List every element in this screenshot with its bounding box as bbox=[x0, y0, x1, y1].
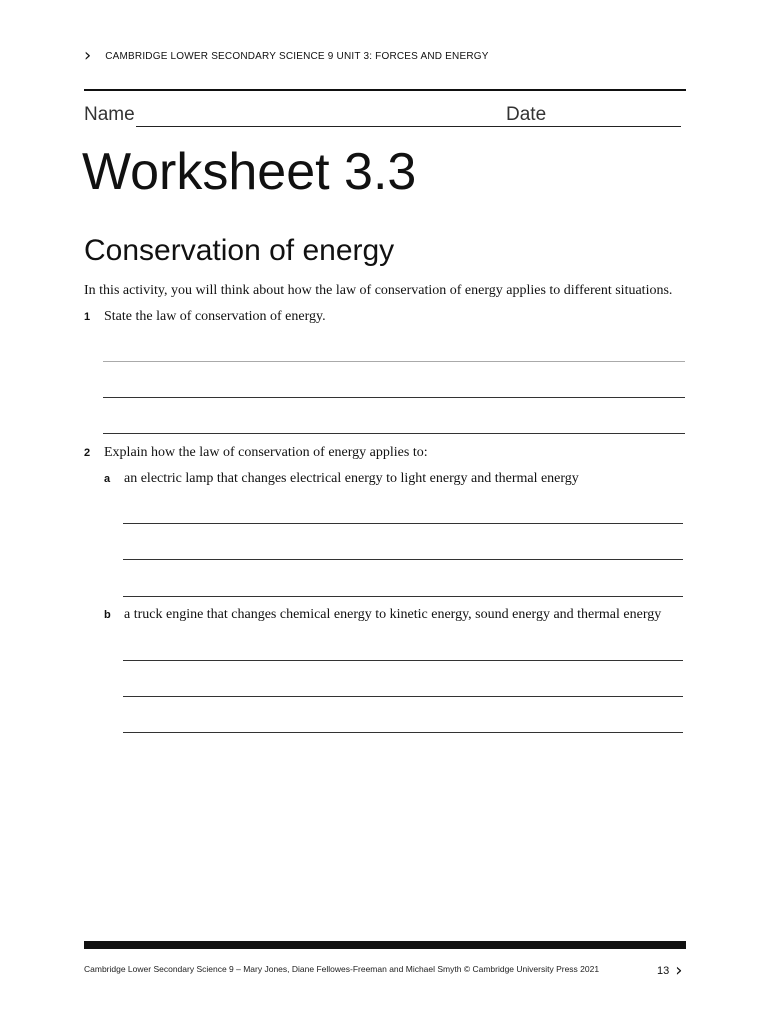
question-text: Explain how the law of conservation of energy applies to: bbox=[104, 445, 428, 460]
question-2 bbox=[84, 445, 428, 461]
answer-line-q2b-2[interactable] bbox=[123, 696, 683, 697]
date-label: Date bbox=[506, 104, 547, 125]
answer-line-q2a-2[interactable] bbox=[123, 559, 683, 560]
worksheet-subtitle: Conservation of energy bbox=[84, 234, 395, 267]
footer-bar bbox=[84, 941, 686, 949]
page-number: 13 bbox=[657, 965, 670, 977]
question-2a bbox=[104, 471, 579, 487]
chevron-right-icon: › bbox=[675, 960, 683, 981]
answer-line-q2b-3[interactable] bbox=[123, 732, 683, 733]
part-letter: b bbox=[104, 609, 111, 621]
answer-line-q1-2[interactable] bbox=[103, 397, 685, 398]
answer-line-q1-1[interactable] bbox=[103, 361, 685, 362]
chevron-right-icon: › bbox=[84, 45, 92, 66]
footer-credit: Cambridge Lower Secondary Science 9 – Mary Jones, Diane Fellowes-Freeman and Michael Smyth © Cambridge University Press 2021 bbox=[84, 964, 600, 974]
intro-text: In this activity, you will think about how the law of conservation of energy applies to different situations. bbox=[84, 283, 673, 298]
part-text: a truck engine that changes chemical energy to kinetic energy, sound energy and thermal energy bbox=[124, 607, 662, 622]
name-date-row bbox=[84, 104, 686, 132]
part-text: an electric lamp that changes electrical energy to light energy and thermal energy bbox=[124, 471, 579, 486]
part-letter: a bbox=[104, 473, 111, 485]
worksheet-title: Worksheet 3.3 bbox=[82, 143, 417, 201]
answer-line-q1-3[interactable] bbox=[103, 433, 685, 434]
question-number: 1 bbox=[84, 311, 91, 323]
page-number-group bbox=[657, 962, 682, 980]
name-field[interactable] bbox=[136, 126, 576, 127]
answer-line-q2a-3[interactable] bbox=[123, 596, 683, 597]
date-field[interactable] bbox=[551, 126, 681, 127]
question-number: 2 bbox=[84, 447, 91, 459]
question-text: State the law of conservation of energy. bbox=[104, 309, 326, 324]
answer-line-q2b-1[interactable] bbox=[123, 660, 683, 661]
header-rule bbox=[84, 89, 686, 91]
question-1 bbox=[84, 309, 326, 325]
running-title: CAMBRIDGE LOWER SECONDARY SCIENCE 9 UNIT 3: FORCES AND ENERGY bbox=[105, 50, 489, 62]
running-header bbox=[84, 46, 489, 66]
answer-line-q2a-1[interactable] bbox=[123, 523, 683, 524]
question-2b bbox=[104, 607, 661, 623]
name-label: Name bbox=[84, 104, 135, 125]
